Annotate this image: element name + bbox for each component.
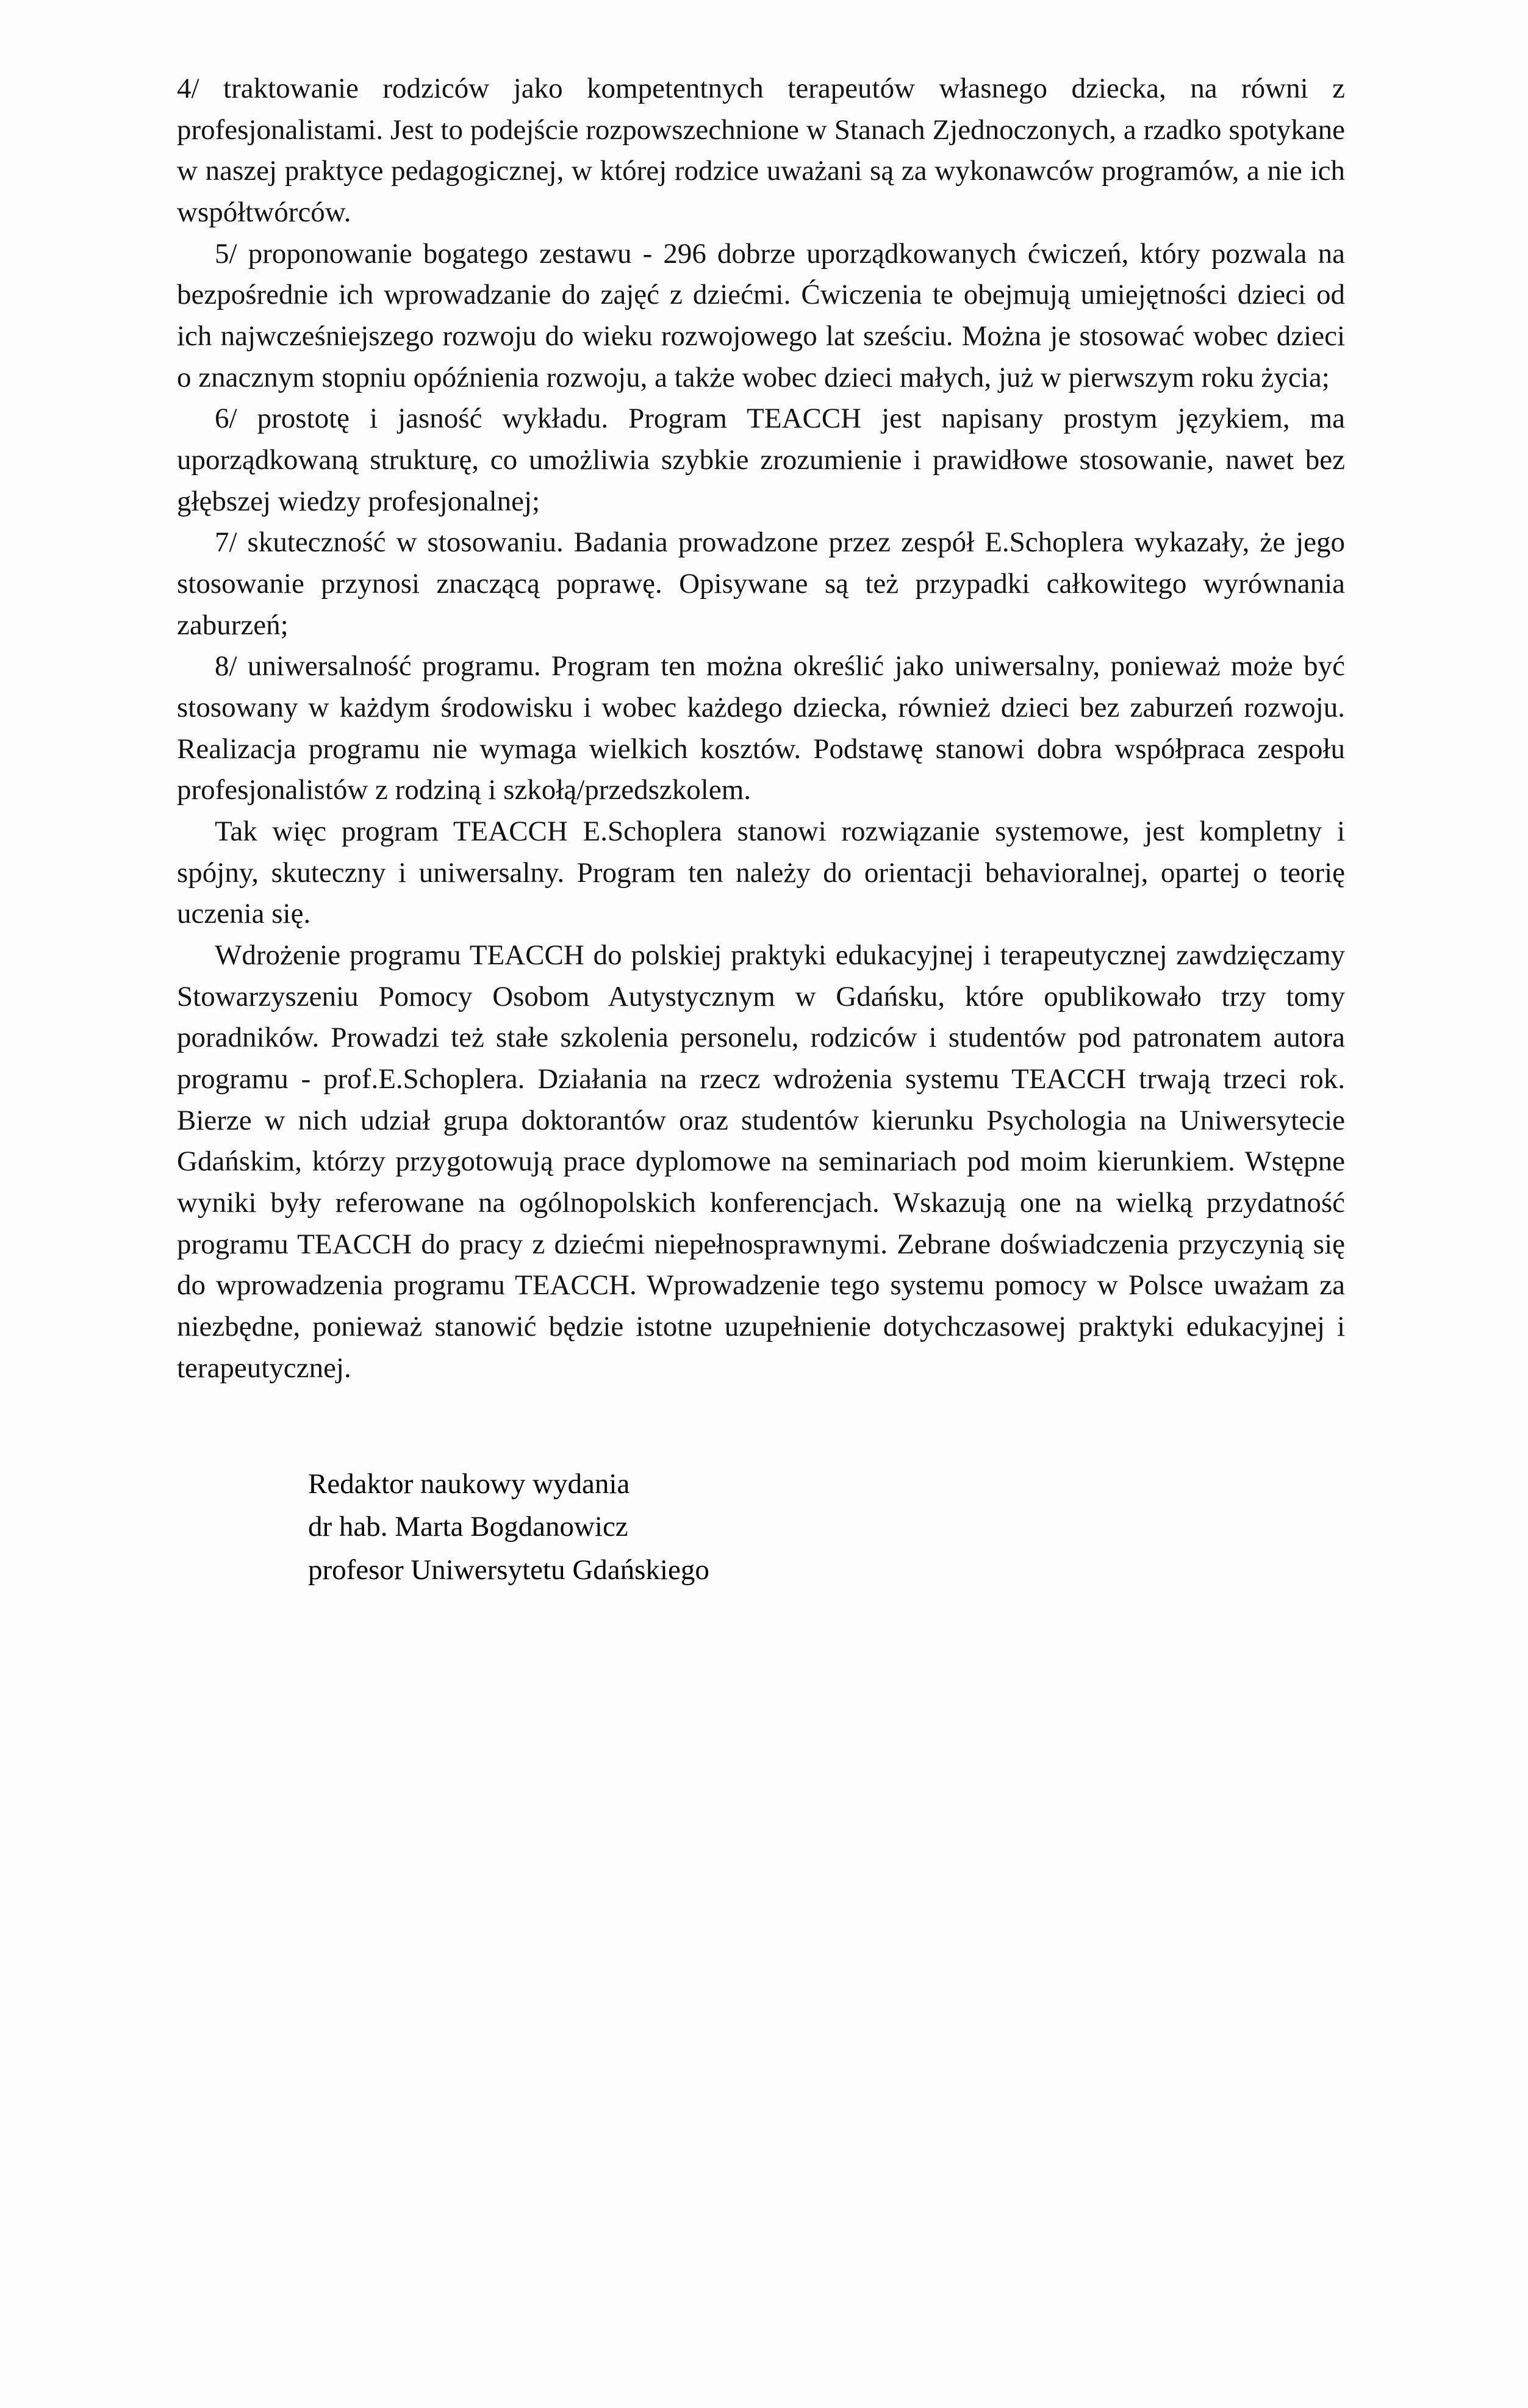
signature-block — [177, 1463, 1345, 1592]
paragraph-summary: Tak więc program TEACCH E.Schoplera stanowi rozwiązanie systemowe, jest kompletny i spójny, skuteczny i uniwersalny. Program ten należy do orientacji behavioralnej, opartej o teorię uczenia się. — [177, 815, 1345, 930]
document-body — [177, 68, 1345, 1389]
paragraph-item-5: 5/ proponowanie bogatego zestawu - 296 dobrze uporządkowanych ćwiczeń, który pozwala na bezpośrednie ich wprowadzanie do zajęć z dziećmi. Ćwiczenia te obejmują umiejętności dzieci od ich najwcześniejszego rozwoju do wieku rozwojowego lat sześciu. Można je stosować wobec dzieci o znacznym stopniu opóźnienia rozwoju, a także wobec dzieci małych, już w pierwszym roku życia; — [177, 237, 1345, 393]
signature-role: Redaktor naukowy wydania — [308, 1467, 630, 1500]
paragraph-item-6: 6/ prostotę i jasność wykładu. Program TEACCH jest napisany prostym językiem, ma uporządkowaną strukturę, co umożliwia szybkie zrozumienie i prawidłowe stosowanie, nawet bez głębszej wiedzy profesjonalnej; — [177, 403, 1345, 517]
paragraph-item-7: 7/ skuteczność w stosowaniu. Badania prowadzone przez zespół E.Schoplera wykazały, że jego stosowanie przynosi znaczącą poprawę. Opisywane są też przypadki całkowitego wyrównania zaburzeń; — [177, 526, 1345, 641]
paragraph-implementation: Wdrożenie programu TEACCH do polskiej praktyki edukacyjnej i terapeutycznej zawdzięczamy Stowarzyszeniu Pomocy Osobom Autystycznym w Gdańsku, które opublikowało trzy tomy poradników. Prowadzi też stałe szkolenia personelu, rodziców i studentów pod patronatem autora programu - prof.E.Schoplera. Działania na rzecz wdrożenia systemu TEACCH trwają trzeci rok. Bierze w nich udział grupa doktorantów oraz studentów kierunku Psychologia na Uniwersytecie Gdańskim, którzy przygotowują prace dyplomowe na seminariach pod moim kierunkiem. Wstępne wyniki były referowane na ogólnopolskich konferencjach. Wskazują one na wielką przydatność programu TEACCH do pracy z dziećmi niepełnosprawnymi. Zebrane doświadczenia przyczynią się do wprowadzenia programu TEACCH. Wprowadzenie tego systemu pomocy w Polsce uważam za niezbędne, ponieważ stanowić będzie istotne uzupełnienie dotychczasowej praktyki edukacyjnej i terapeutycznej. — [177, 939, 1345, 1384]
paragraph-item-4: 4/ traktowanie rodziców jako kompetentnych terapeutów własnego dziecka, na równi z profesjonalistami. Jest to podejście rozpowszechnione w Stanach Zjednoczonych, a rzadko spotykane w naszej praktyce pedagogicznej, w której rodzice uważani są za wykonawców programów, a nie ich współtwórców. — [177, 73, 1345, 229]
signature-affiliation: profesor Uniwersytetu Gdańskiego — [308, 1553, 709, 1586]
signature-name: dr hab. Marta Bogdanowicz — [308, 1511, 628, 1543]
paragraph-item-8: 8/ uniwersalność programu. Program ten można określić jako uniwersalny, ponieważ może być stosowany w każdym środowisku i wobec każdego dziecka, również dzieci bez zaburzeń rozwoju. Realizacja programu nie wymaga wielkich kosztów. Podstawę stanowi dobra współpraca zespołu profesjonalistów z rodziną i szkołą/przedszkolem. — [177, 650, 1345, 806]
